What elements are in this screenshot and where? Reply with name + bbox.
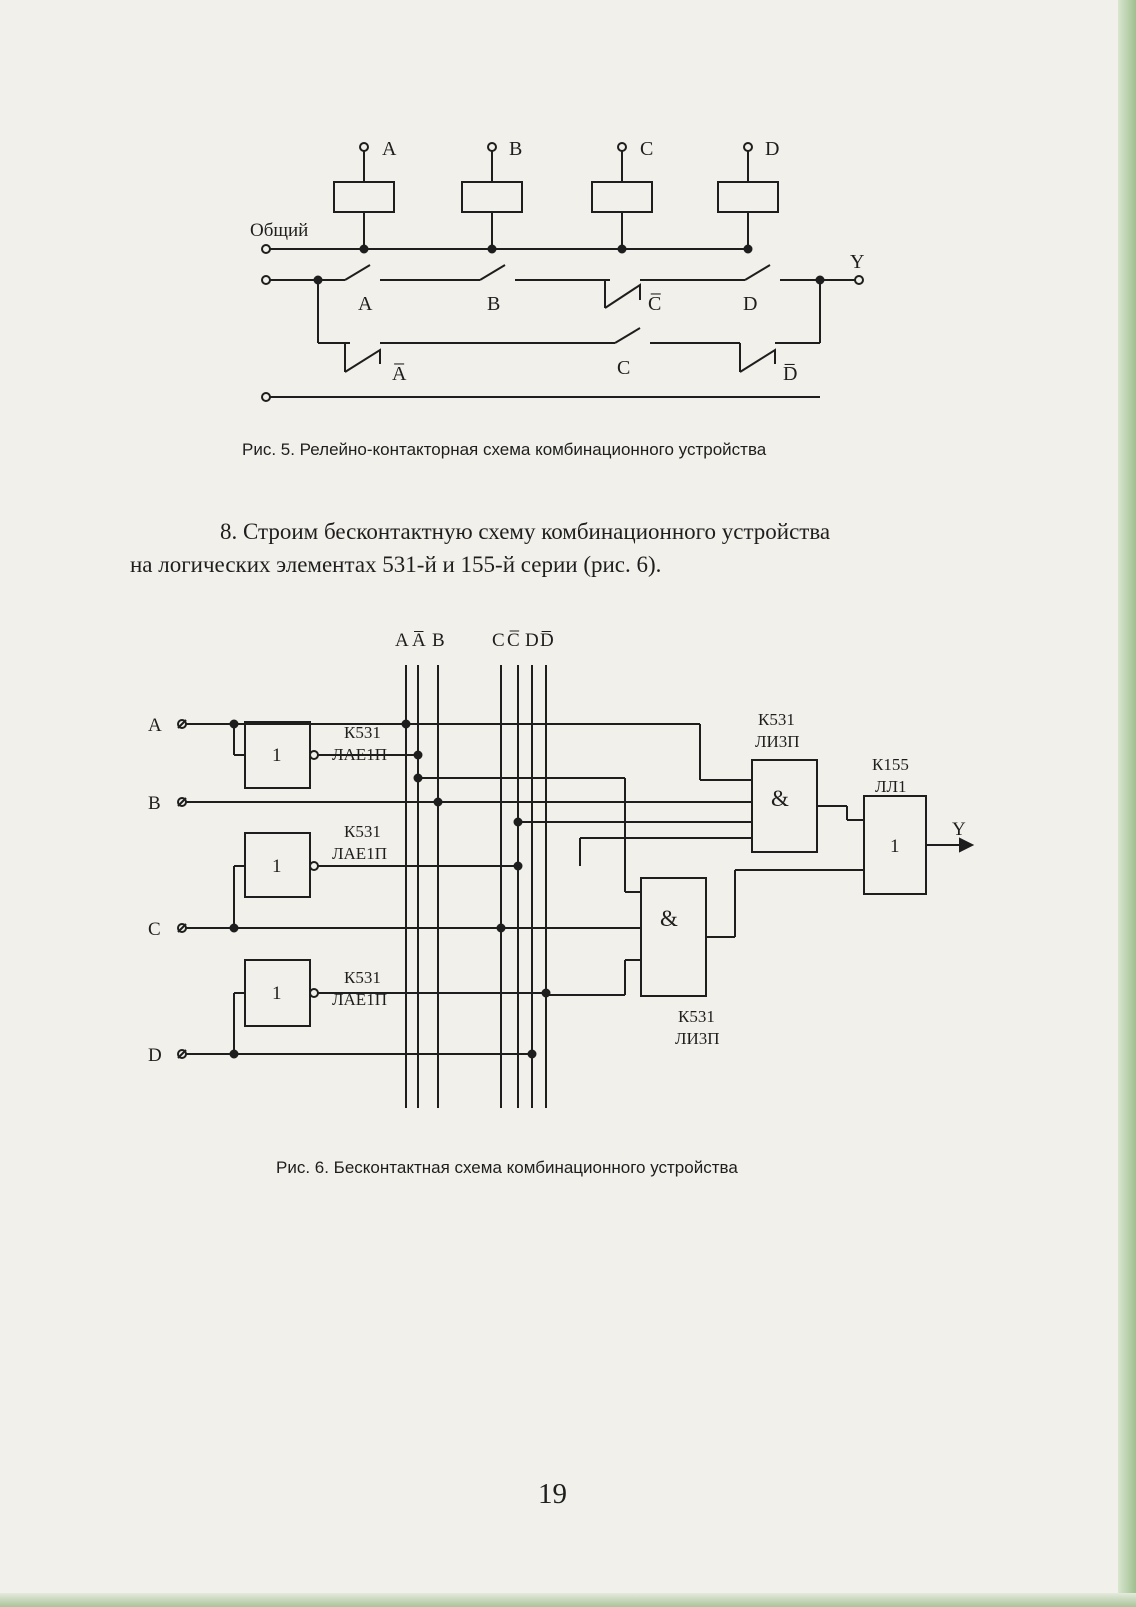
figure-6-logic-diagram [0, 630, 1136, 1190]
inverter-d [234, 960, 550, 1054]
contact-label: C [617, 357, 631, 379]
contact-label: C̅ [648, 293, 662, 315]
page-bottom-edge [0, 1593, 1136, 1607]
page-number: 19 [538, 1478, 567, 1510]
and-gate-top [515, 760, 818, 866]
inverter-series-label: К531 [344, 723, 381, 742]
fig5-input-label: D [765, 138, 780, 160]
fig6-input-label: B [148, 793, 161, 814]
inverter-symbol: 1 [272, 983, 282, 1004]
or-series-label: К155 [872, 755, 909, 774]
fig6-input-label: C [148, 919, 161, 940]
input-c-line [178, 924, 641, 932]
and-symbol: & [660, 906, 678, 931]
or-symbol: 1 [890, 836, 900, 857]
inverter-symbol: 1 [272, 745, 282, 766]
inverter-type-label: ЛАЕ1П [332, 844, 387, 863]
input-b-line [178, 798, 752, 806]
and-gate-bottom [415, 775, 736, 997]
signal-buses [406, 665, 546, 1108]
contact-label: A [358, 293, 373, 315]
fig5-input-label: C [640, 138, 654, 160]
common-label: Общий [250, 220, 309, 241]
figure-5-caption: Рис. 5. Релейно-контакторная схема комбинационного устройства [242, 440, 767, 459]
bus-label: A̅ [412, 630, 426, 651]
bus-label: C [492, 630, 505, 651]
bus-label: B [432, 630, 445, 651]
and-type-label: ЛИ3П [755, 732, 800, 751]
input-a-line [178, 720, 752, 780]
contact-label: B [487, 293, 501, 315]
and-series-label: К531 [758, 710, 795, 729]
contact-label: D̅ [783, 363, 798, 385]
and-series-label: К531 [678, 1007, 715, 1026]
bottom-contact-line [262, 280, 820, 401]
bus-label: A [395, 630, 409, 651]
inverter-series-label: К531 [344, 968, 381, 987]
fig6-input-label: D [148, 1045, 162, 1066]
fig6-input-label: A [148, 715, 162, 736]
bus-label: D̅ [540, 630, 554, 651]
inverter-type-label: ЛАЕ1П [332, 745, 387, 764]
fig5-input-label: A [382, 138, 397, 160]
top-contact-line [262, 265, 863, 308]
fig6-output-label: Y [952, 819, 966, 840]
and-type-label: ЛИ3П [675, 1029, 720, 1048]
fig5-input-label: B [509, 138, 523, 160]
inverter-series-label: К531 [344, 822, 381, 841]
contact-label: A̅ [392, 363, 407, 385]
inverter-type-label: ЛАЕ1П [332, 990, 387, 1009]
fig5-output-label: Y [850, 251, 865, 273]
paragraph-line: на логических элементах 531-й и 155-й серии (рис. 6). [130, 552, 662, 577]
paragraph-line: 8. Строим бесконтактную схему комбинационного устройства [220, 519, 831, 544]
input-d-line [178, 1050, 536, 1058]
and-symbol: & [771, 786, 789, 811]
body-paragraph [130, 515, 1000, 581]
bus-label: C̅ [507, 630, 520, 651]
inverter-symbol: 1 [272, 856, 282, 877]
or-type-label: ЛЛ1 [875, 777, 907, 796]
contact-label: D [743, 293, 758, 315]
bus-label: D [525, 630, 539, 651]
figure-6-caption: Рис. 6. Бесконтактная схема комбинационного устройства [276, 1158, 738, 1177]
figure-5-relay-diagram [0, 0, 1136, 430]
